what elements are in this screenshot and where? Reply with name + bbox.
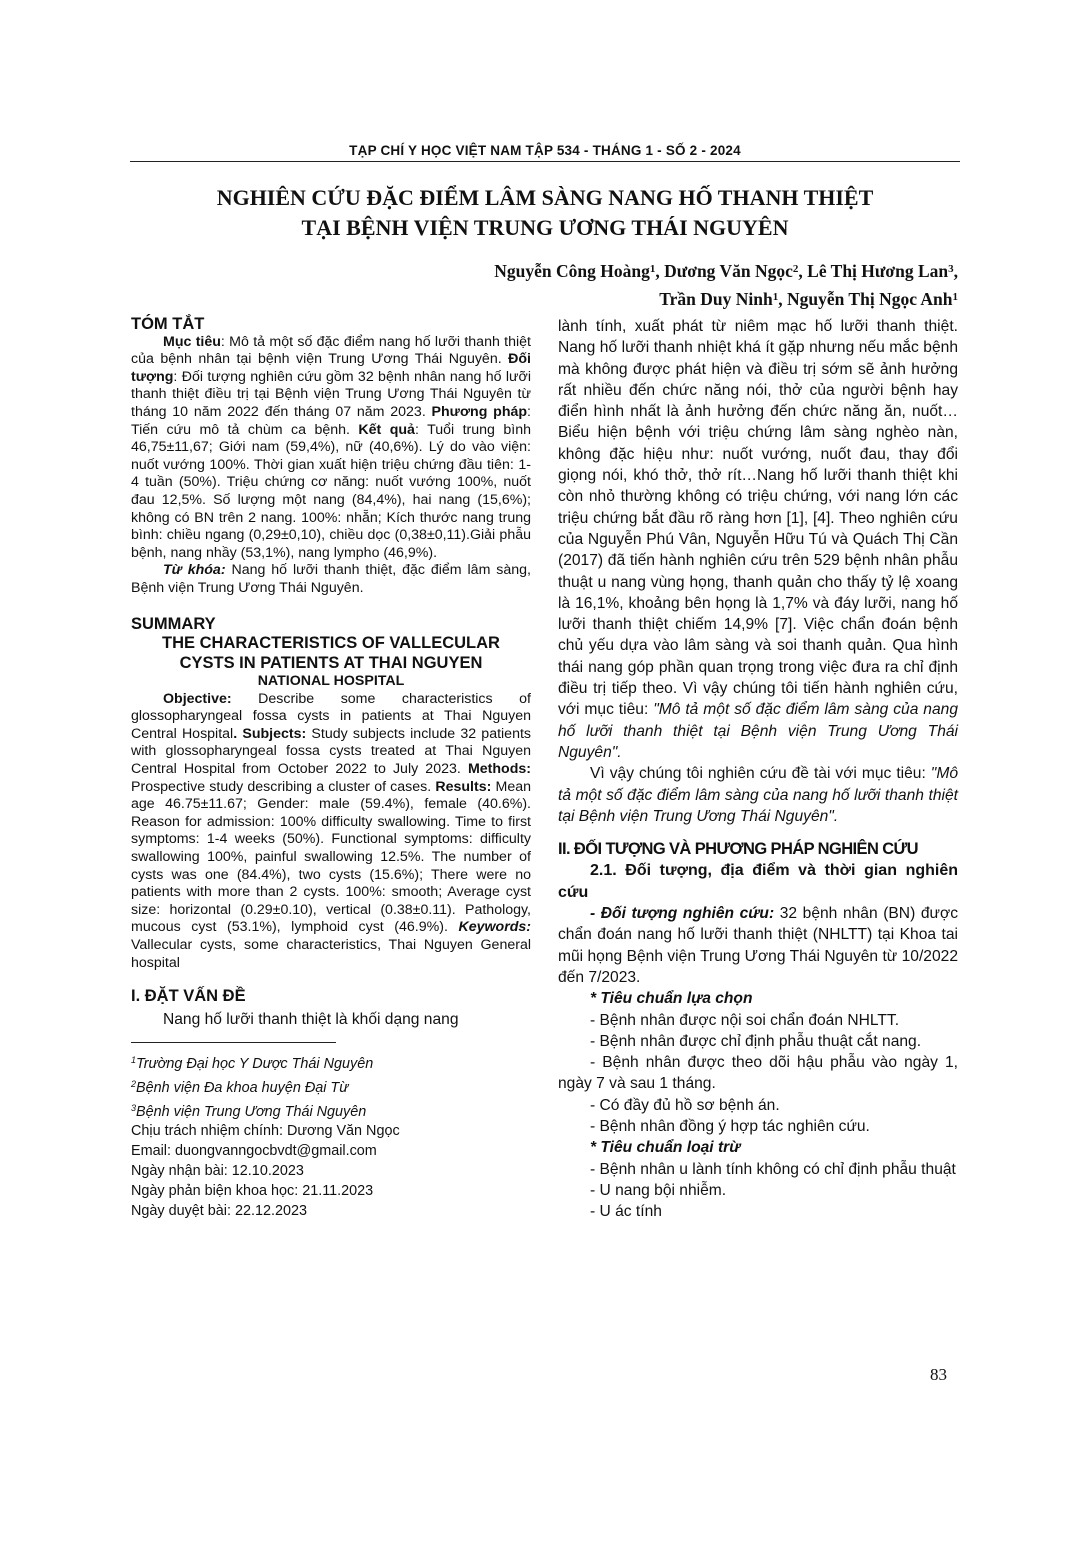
author-line-2 [258,284,958,312]
author-list [258,256,958,312]
section-1-text: lành tính, xuất phát từ niêm mạc hố lưỡi thanh thiệt. Nang hố lưỡi thanh nhiệt khá ít gặp nhưng nếu mắc bệnh mà không được phát hiện và điều trị sớm sẽ ảnh hưởng rất nhiều đến chức năng nói, thở của người bệnh hay điển hình nhất là ảnh hưởng đến chức năng ăn, nuốt… Biểu hiện bệnh với triệu chứng lâm sàng nghèo nàn, không đặc hiệu như: nuốt vướng, nuốt đau, thay đổi giọng nói, khó thở, thở rít…Nang hố lưỡi thanh thiệt khi còn nhỏ thường không có triệu chứng, với nang lớn các triệu chứng bắt đầu rõ ràng hơn [1], [4]. Theo nghiên cứu của Nguyễn Phú Vân, Nguyễn Hữu Tú và Quách Thị Cần (2017) đã tiến hành nghiên cứu trên 529 bệnh nhân phẫu thuật u nang vùng họng, thanh quản cho thấy tỷ lệ xoang là 16,1%, khoảng bên họng là 1,7% và đáy lưỡi, nang hố lưỡi thanh thiệt chiếm 14,9% [7]. Việc chẩn đoán bệnh chủ yếu dựa vào lâm sàng và soi thanh quản. Qua hình thái nang góp phần quan trọng trong việc đưa ra chỉ định điều trị tiếp theo. Vì vậy chúng tôi tiến hành nghiên cứu, với mục tiêu: [558,318,958,719]
author-line-1 [258,256,958,284]
footnote-email: Email: duongvanngocbvdt@gmail.com [131,1143,377,1160]
section-1-paragraph-2 [558,763,958,827]
author-affiliation-mark: 1 [649,263,656,275]
text-objective: Describe some characteristics of glossopharyngeal fossa cysts in patients at Thai Nguyen Central Hospital [131,690,531,742]
tom-tat-keywords [131,562,531,597]
inclusion-criteria-heading: * Tiêu chuẩn lựa chọn [590,990,753,1008]
footnote-text: Bệnh viện Đa khoa huyện Đại Từ [136,1079,349,1096]
section-1-objective-quote: "Mô tả một số đặc điểm lâm sàng của nang hố lưỡi thanh thiệt tại Bệnh viện Trung Ương Thái Nguyên". [558,701,958,761]
label-results: Results: [435,778,492,795]
text-tu-khoa: Nang hố lưỡi thanh thiệt, đặc điểm lâm sàng, Bệnh viện Trung Ương Thái Nguyên. [131,562,531,596]
section-1-text-2: Vì vậy chúng tôi nghiên cứu đề tài với mục tiêu: [590,765,931,783]
author-name: Lê Thị Hương Lan [807,261,949,281]
footnote-text: Trường Đại học Y Dược Thái Nguyên [136,1056,374,1073]
footnote-responsible-author: Chịu trách nhiệm chính: Dương Văn Ngọc [131,1123,400,1140]
footnote-mark: 3 [131,1102,137,1113]
label-tu-khoa: Từ khóa: [163,562,226,579]
author-separator: , [953,261,958,281]
section-1-objective-quote-2: "Mô tả một số đặc điểm lâm sàng của nang hố lưỡi thanh thiệt tại Bệnh viện Trung Ương Thái Nguyên". [558,765,958,825]
author-separator: , [798,261,808,281]
summary-heading: SUMMARY [131,614,216,633]
tom-tat-heading: TÓM TẮT [131,315,205,333]
author-affiliation-mark: 1 [772,291,779,303]
section-2-heading: II. ĐỐI TƯỢNG VÀ PHƯƠNG PHÁP NGHIÊN CỨU [558,840,918,859]
section-1-paragraph-start: Nang hố lưỡi thanh thiệt là khối dạng nang [163,1010,459,1028]
header-rule [130,161,960,162]
inclusion-item: - Bệnh nhân đồng ý hợp tác nghiên cứu. [590,1117,870,1135]
label-keywords: Keywords: [458,919,531,936]
text-dot: . [233,725,238,742]
author-name: Nguyễn Công Hoàng [494,261,650,281]
exclusion-item: - U nang bội nhiễm. [590,1181,727,1199]
footnote-affiliation-3 [131,1099,531,1123]
text-doi-tuong: : Đối tượng nghiên cứu gồm 32 bệnh nhân nang hố lưỡi thanh thiệt điều trị tại Bệnh viện Trung Ương Thái Nguyên từ tháng 10 năm 2022 đến tháng 07 năm 2023. [131,368,531,420]
section-1-heading: I. ĐẶT VẤN ĐỀ [131,987,246,1006]
footnote-accepted-date: Ngày duyệt bài: 22.12.2023 [131,1202,308,1219]
page-number: 83 [930,1365,947,1384]
summary-title-line-2: CYSTS IN PATIENTS AT THAI NGUYEN [179,654,483,673]
exclusion-item: - Bệnh nhân u lành tính không có chỉ định phẫu thuật [590,1160,956,1178]
text-subjects: Study subjects include 32 patients with glossopharyngeal fossa cysts treated at Thai Nguyen Central Hospital from October 2022 to July 2023. [131,725,531,778]
label-objective: Objective: [163,690,232,707]
footnote-received-date: Ngày nhận bài: 12.10.2023 [131,1163,304,1180]
author-affiliation-mark: 3 [948,263,954,275]
author-affiliation-mark: 1 [952,291,958,303]
left-column [131,316,531,1221]
article-title [130,183,960,243]
title-line-2: TẠI BỆNH VIỆN TRUNG ƯƠNG THÁI NGUYÊN [301,215,789,240]
tom-tat-abstract [131,334,531,563]
summary-title [131,633,531,673]
author-name: Dương Văn Ngọc [664,261,793,281]
author-name: Nguyễn Thị Ngọc Anh [787,289,953,309]
text-muc-tieu: : Mô tả một số đặc điểm nang hố lưỡi thanh thiệt của bệnh nhân tại bệnh viện Trung Ương Thái Nguyên. [131,333,531,368]
section-1-paragraph-continued [558,316,958,763]
label-ket-qua: Kết quả [358,421,415,438]
footnote-mark: 2 [131,1078,137,1089]
footnote-rule [131,1042,336,1043]
footnote-mark: 1 [131,1055,137,1066]
footnote-reviewed-date: Ngày phản biện khoa học: 21.11.2023 [131,1182,374,1199]
text-subjects-vi: 32 bệnh nhân (BN) được chẩn đoán nang hố lưỡi thanh thiệt (NHLTT) tại Khoa tai mũi họng Bệnh viện Trung Ương Thái Nguyên từ 10/2022 đến 7/2023. [558,905,958,986]
exclusion-item: - U ác tính [590,1203,662,1221]
summary-title-line-1: THE CHARACTERISTICS OF VALLECULAR [162,634,500,653]
author-separator: , [655,261,665,281]
summary-title-line-3: NATIONAL HOSPITAL [257,673,405,690]
author-separator: , [778,289,787,309]
label-subjects-vi: - Đối tượng nghiên cứu: [590,905,775,923]
label-phuong-phap: Phương pháp [431,403,528,420]
exclusion-criteria-heading: * Tiêu chuẩn loại trừ [590,1139,741,1157]
inclusion-item: - Bệnh nhân được chỉ định phẫu thuật cắt nang. [590,1032,922,1050]
text-keywords: Vallecular cysts, some characteristics, Thai Nguyen General hospital [131,937,531,971]
text-methods: Prospective study describing a cluster of cases. [131,778,436,795]
title-line-1: NGHIÊN CỨU ĐẶC ĐIỂM LÂM SÀNG NANG HỐ THANH THIỆT [216,185,874,210]
right-column [558,316,958,1222]
text-results: Mean age 46.75±11.67; Gender: male (59.4%), female (40.6%). Reason for admission: 100% difficulty swallowing. Time to first symptoms: 1-4 weeks (50%). Functional symptoms: difficulty swallowing 100%, painful swallowing 12.5%. The number of cysts was one (84.4%), two cysts (15.6%); There were no patients with more than 2 cysts. 100%: smooth; Average cyst size: horizontal (0.29±0.10), vertical (0.38±0.11). Pathology, mucous cyst (53.1%), lymphoid cyst (46.9%). [131,778,531,936]
footnote-affiliation-1 [131,1051,531,1075]
author-name: Trần Duy Ninh [659,289,773,309]
summary-abstract [131,691,531,973]
inclusion-item: - Bệnh nhân được theo dõi hậu phẫu vào ngày 1, ngày 7 và sau 1 tháng. [558,1054,958,1093]
section-2-1-heading: 2.1. Đối tượng, địa điểm và thời gian nghiên cứu [558,862,958,901]
text-ket-qua: : Tuổi trung bình 46,75±11,67; Giới nam (59,4%), nữ (40,6%). Lý do vào viện: nuốt vướng 100%. Thời gian xuất hiện triệu chứng đầu tiên: 1-4 tuần (50%). Triệu chứng cơ năng: nuốt vướng 100%, nuốt đau 12,5%. Số lượng một nang (84,4%), hai nang (15,6%); không có BN trên 2 nang. 100%: nhẵn; Kích thước nang trung bình: chiều ngang (0,29±0,10), chiều dọc (0,38±0,11).Giải phẫu bệnh, nang nhầy (53,1%), nang lympho (46,9%). [131,421,531,561]
label-doi-tuong: Đối tượng [131,351,531,385]
text-phuong-phap: : Tiến cứu mô tả chùm ca bệnh. [131,403,531,438]
footnotes [131,1051,531,1221]
footnote-affiliation-2 [131,1075,531,1099]
inclusion-item: - Có đầy đủ hồ sơ bệnh án. [590,1096,780,1114]
label-muc-tieu: Mục tiêu [163,333,221,350]
inclusion-item: - Bệnh nhân được nội soi chẩn đoán NHLTT. [590,1011,900,1029]
label-methods: Methods: [467,761,531,778]
footnote-text: Bệnh viện Trung Ương Thái Nguyên [136,1103,367,1120]
author-affiliation-mark: 2 [792,263,799,275]
subjects-paragraph [558,903,958,988]
label-subjects: Subjects: [237,725,307,742]
journal-header: TẠP CHÍ Y HỌC VIỆT NAM TẬP 534 - THÁNG 1 - SỐ 2 - 2024 [349,143,741,158]
